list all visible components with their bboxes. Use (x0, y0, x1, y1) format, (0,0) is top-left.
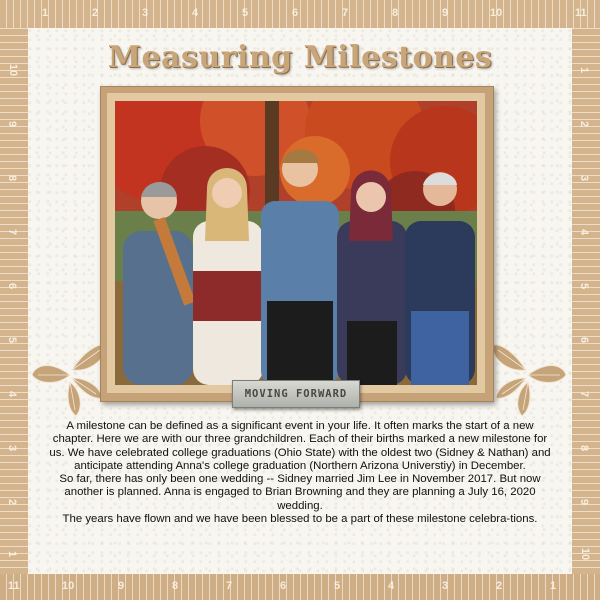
ruler-number: 6 (292, 7, 299, 19)
ruler-number: 10 (62, 580, 75, 592)
ruler-number: 3 (442, 580, 449, 592)
family-photo-illustration (115, 101, 477, 385)
leaf-cluster-icon-left (30, 330, 110, 420)
ruler-number: 2 (6, 498, 19, 506)
ruler-number: 9 (442, 7, 449, 19)
ruler-left (0, 28, 28, 574)
ruler-number: 1 (578, 66, 591, 74)
ruler-number: 8 (172, 580, 179, 592)
ruler-number: 1 (42, 7, 49, 19)
ruler-number: 10 (7, 63, 20, 77)
ruler-number: 5 (334, 580, 341, 592)
ruler-number: 5 (242, 7, 249, 19)
ruler-number: 3 (6, 444, 19, 452)
photo-mat (107, 93, 485, 393)
ruler-number: 6 (6, 282, 19, 290)
ruler-number: 10 (579, 547, 592, 561)
ruler-number: 7 (226, 580, 233, 592)
moving-forward-tag: MOVING FORWARD (232, 380, 360, 408)
ruler-number: 1 (6, 550, 19, 558)
ruler-number: 4 (192, 7, 199, 19)
ruler-number: 2 (496, 580, 503, 592)
leaf-cluster-icon-right (488, 330, 568, 420)
ruler-number: 6 (280, 580, 287, 592)
ruler-top (0, 0, 600, 28)
ruler-number: 7 (6, 228, 19, 236)
ruler-number: 4 (388, 580, 395, 592)
ruler-number: 10 (490, 7, 503, 19)
ruler-number: 7 (578, 390, 591, 398)
ruler-number: 4 (6, 390, 19, 398)
ruler-number: 9 (578, 498, 591, 506)
page-title: Measuring Milestones (107, 40, 493, 75)
ruler-number: 8 (578, 444, 591, 452)
ruler-number: 9 (6, 120, 19, 128)
family-photo (115, 101, 477, 385)
ruler-number: 3 (142, 7, 149, 19)
ruler-bottom (0, 574, 600, 600)
journaling-paragraph: So far, there has only been one wedding -- Sidney married Jim Lee in November 2017. But now another is planned. Anna is engaged to Brian Browning and they are planning a July 16, 2020 wedding. (59, 473, 541, 512)
journaling-paragraph: The years have flown and we have been blessed to be a part of these milestone celebra-tions. (62, 513, 538, 526)
ruler-number: 11 (575, 7, 587, 19)
ruler-number: 6 (578, 336, 591, 344)
ruler-number: 9 (118, 580, 125, 592)
ruler-number: 8 (392, 7, 399, 19)
ruler-number: 3 (578, 174, 591, 182)
journaling-text (46, 420, 554, 526)
ruler-number: 5 (6, 336, 19, 344)
ruler-right (572, 28, 600, 574)
ruler-number: 2 (578, 120, 591, 128)
ruler-number: 8 (6, 174, 19, 182)
ruler-number: 7 (342, 7, 349, 19)
ruler-number: 11 (8, 580, 20, 592)
ruler-number: 5 (578, 282, 591, 290)
photo-frame (100, 86, 494, 402)
ruler-number: 1 (550, 580, 557, 592)
ruler-number: 4 (578, 228, 591, 236)
ruler-number: 2 (92, 7, 99, 19)
journaling-paragraph: A milestone can be defined as a significant event in your life. It often marks the start of a new chapter. Here we are with our three grandchildren. Each of their births marked a new milestone for us. We have celebrated college graduations (Ohio State) with the oldest two (Sidney & Nathan) and anticipate attending Anna's college graduation (Northern Arizona Universtiy) in December. (49, 420, 551, 472)
